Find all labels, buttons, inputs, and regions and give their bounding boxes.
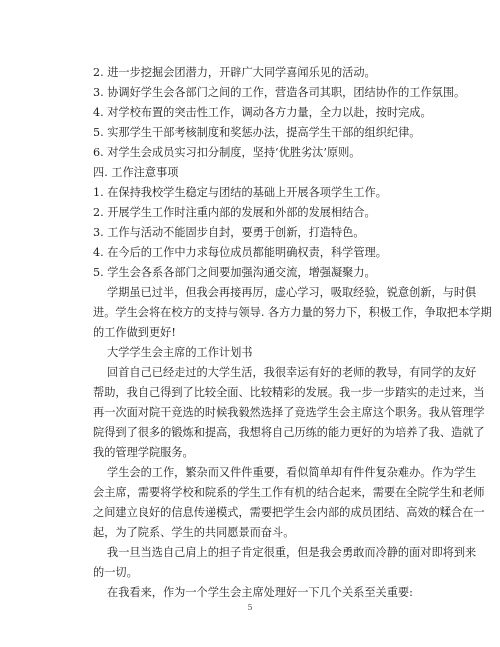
list-item: 1. 在保持我校学生稳定与团结的基础上开展各项学生工作。 [93, 186, 387, 199]
section-heading: 四. 工作注意事项 [93, 166, 179, 179]
paragraph-line: 之间建立良好的信息传递模式，需要把学生会内部的成员团结、高效的糅合在一 [93, 506, 485, 519]
paragraph-line: 学期虽已过半，但我会再接再厉，虚心学习，吸取经验，锐意创新，与时俱 [107, 286, 477, 299]
paragraph-line: 帮助，我自己得到了比较全面、比较精彩的发展。我一步一步踏实的走过来，当 [93, 386, 485, 399]
list-item: 4. 对学校布置的突击性工作，调动各方力量，全力以赴，按时完成。 [93, 106, 432, 119]
paragraph-line: 的工作做到更好! [93, 326, 176, 339]
paragraph-line: 进。学生会将在校方的支持与领导. 各方力量的努力下，积极工作，争取把本学期 [93, 306, 492, 319]
paragraph-line: 院得到了很多的锻炼和提高，我想将自己历练的能力更好的为培养了我、造就了 [93, 426, 485, 439]
list-item: 5. 学生会各系各部门之间要加强沟通交流，增强凝聚力。 [93, 266, 376, 279]
list-item: 3. 工作与活动不能固步自封，要勇于创新，打造特色。 [93, 226, 365, 239]
list-item: 4. 在今后的工作中力求每位成员都能明确权责，科学管理。 [93, 246, 387, 259]
paragraph-line: 在我看来，作为一个学生会主席处理好一下几个关系至关重要: [107, 586, 413, 599]
list-item: 2. 进一步挖掘会团潜力，开辟广大同学喜闻乐见的活动。 [93, 66, 376, 79]
paragraph-line: 回首自己已经走过的大学生活，我很幸运有好的老师的教导，有同学的友好 [107, 366, 477, 379]
paragraph-line: 我一旦当选自己肩上的担子肯定很重，但是我会勇敢而冷静的面对即将到来 [107, 546, 477, 559]
paragraph-line: 起，为了院系、学生的共同愿景而奋斗。 [93, 526, 295, 539]
list-item: 6. 对学生会成员实习扣分制度，坚持‘优胜劣汰’原则。 [93, 146, 361, 159]
paragraph-line: 我的管理学院服务。 [93, 446, 194, 459]
page-number: 5 [247, 603, 253, 612]
paragraph-line: 再一次面对院干竞选的时候我毅然选择了竞选学生会主席这个职务。我从管理学 [93, 406, 485, 419]
paragraph-line: 会主席，需要将学校和院系的学生工作有机的结合起来，需要在全院学生和老师 [93, 486, 485, 499]
list-item: 3. 协调好学生会各部门之间的工作，营造各司其职，团结协作的工作氛围。 [93, 86, 466, 99]
list-item: 5. 实那学生干部考核制度和奖惩办法，提高学生干部的组织纪律。 [93, 126, 421, 139]
paragraph-line: 的一切。 [93, 566, 138, 579]
list-item: 2. 开展学生工作时注重内部的发展和外部的发展相结合。 [93, 206, 376, 219]
article-title: 大学学生会主席的工作计划书 [107, 346, 253, 359]
paragraph-line: 学生会的工作，繁杂而又件件重要，看似简单却有件件复杂难办。作为学生 [107, 466, 477, 479]
